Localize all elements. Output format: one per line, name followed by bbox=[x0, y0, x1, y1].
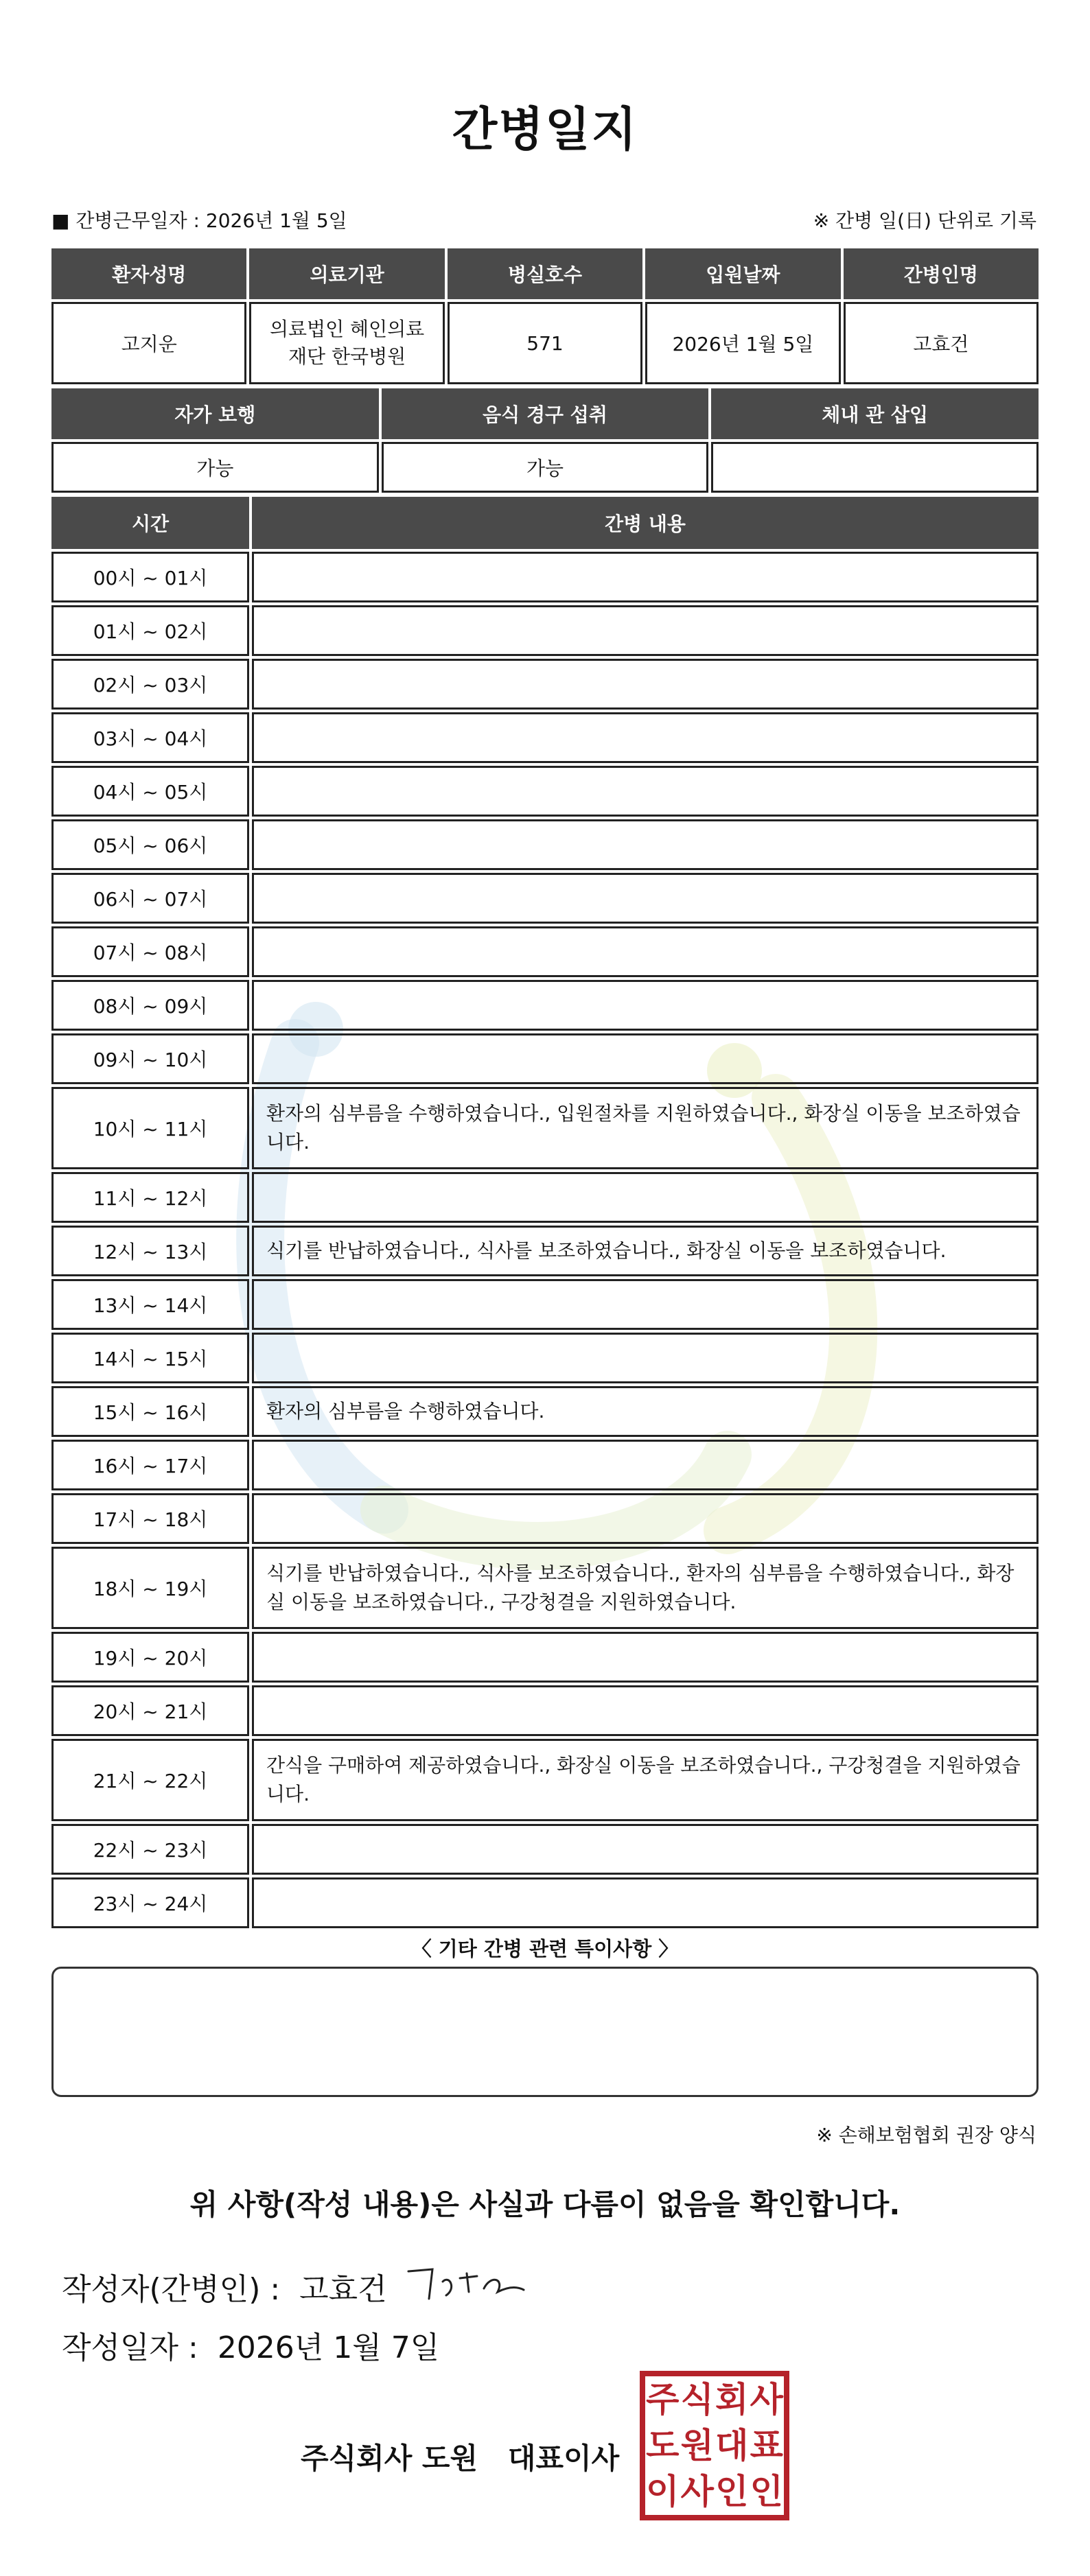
hospital-name: 의료법인 혜인의료 재단 한국병원 bbox=[249, 302, 444, 384]
time-slot: 20시 ~ 21시 bbox=[51, 1685, 249, 1736]
seal-character: 회 bbox=[715, 2379, 749, 2420]
etc-section-title: 〈 기타 간병 관련 특이사항 〉 bbox=[411, 1937, 679, 1960]
seal-character: 이 bbox=[646, 2472, 680, 2512]
care-log-table bbox=[51, 497, 1039, 1928]
care-content bbox=[252, 1333, 1039, 1383]
seal-character: 인 bbox=[715, 2472, 749, 2512]
header-admission-date: 입원날짜 bbox=[645, 248, 840, 299]
written-date-label: 작성일자 : bbox=[62, 2330, 198, 2365]
work-date: ■ 간병근무일자 : 2026년 1월 5일 bbox=[51, 209, 347, 232]
room-number: 571 bbox=[448, 302, 642, 384]
time-slot: 18시 ~ 19시 bbox=[51, 1547, 249, 1629]
time-slot: 02시 ~ 03시 bbox=[51, 659, 249, 710]
time-slot: 09시 ~ 10시 bbox=[51, 1033, 249, 1084]
time-slot: 14시 ~ 15시 bbox=[51, 1333, 249, 1383]
care-content bbox=[252, 605, 1039, 656]
self-walking-value: 가능 bbox=[51, 442, 379, 493]
care-content bbox=[252, 1877, 1039, 1928]
header-hospital: 의료기관 bbox=[249, 248, 444, 299]
seal-character: 식 bbox=[680, 2379, 714, 2420]
care-content bbox=[252, 1033, 1039, 1084]
company-representative: 주식회사 도원 대표이사 bbox=[301, 2442, 620, 2475]
time-slot: 12시 ~ 13시 bbox=[51, 1226, 249, 1276]
document-title: 간병일지 bbox=[452, 103, 638, 157]
written-date-value: 2026년 1월 7일 bbox=[217, 2330, 440, 2365]
header-care-content: 간병 내용 bbox=[252, 497, 1039, 549]
seal-character: 사 bbox=[750, 2379, 783, 2420]
time-slot: 13시 ~ 14시 bbox=[51, 1279, 249, 1330]
time-slot: 23시 ~ 24시 bbox=[51, 1877, 249, 1928]
recommend-note: ※ 손해보험협회 권장 양식 bbox=[816, 2124, 1036, 2146]
header-caregiver-name: 간병인명 bbox=[844, 248, 1039, 299]
header-room: 병실호수 bbox=[448, 248, 642, 299]
care-content: 환자의 심부름을 수행하였습니다. bbox=[252, 1386, 1039, 1437]
etc-notes-box bbox=[51, 1967, 1039, 2097]
time-slot: 15시 ~ 16시 bbox=[51, 1386, 249, 1437]
care-content bbox=[252, 766, 1039, 817]
unit-note: ※ 간병 일(日) 단위로 기록 bbox=[813, 209, 1036, 232]
time-slot: 10시 ~ 11시 bbox=[51, 1087, 249, 1169]
company-seal-stamp bbox=[640, 2371, 789, 2520]
time-slot: 05시 ~ 06시 bbox=[51, 819, 249, 870]
time-slot: 04시 ~ 05시 bbox=[51, 766, 249, 817]
care-content bbox=[252, 980, 1039, 1031]
time-slot: 11시 ~ 12시 bbox=[51, 1172, 249, 1223]
time-slot: 06시 ~ 07시 bbox=[51, 873, 249, 924]
header-patient-name: 환자성명 bbox=[51, 248, 246, 299]
header-time: 시간 bbox=[51, 497, 249, 549]
care-content bbox=[252, 819, 1039, 870]
confirmation-statement: 위 사항(작성 내용)은 사실과 다름이 없음을 확인합니다. bbox=[189, 2188, 901, 2221]
time-slot: 03시 ~ 04시 bbox=[51, 712, 249, 763]
care-content: 환자의 심부름을 수행하였습니다., 입원절차를 지원하였습니다., 화장실 이동을 보조하였습니다. bbox=[252, 1087, 1039, 1169]
time-slot: 21시 ~ 22시 bbox=[51, 1739, 249, 1821]
care-content bbox=[252, 926, 1039, 977]
time-slot: 17시 ~ 18시 bbox=[51, 1493, 249, 1544]
tube-insertion-value bbox=[711, 442, 1039, 493]
seal-character: 대 bbox=[715, 2425, 749, 2466]
seal-character: 도 bbox=[646, 2425, 680, 2466]
writer-label: 작성자(간병인) : bbox=[62, 2272, 281, 2307]
care-content bbox=[252, 1440, 1039, 1490]
care-content: 식기를 반납하였습니다., 식사를 보조하였습니다., 화장실 이동을 보조하였습니다. bbox=[252, 1226, 1039, 1276]
care-content bbox=[252, 552, 1039, 602]
care-content bbox=[252, 659, 1039, 710]
time-slot: 16시 ~ 17시 bbox=[51, 1440, 249, 1490]
time-slot: 07시 ~ 08시 bbox=[51, 926, 249, 977]
care-content bbox=[252, 1824, 1039, 1875]
time-slot: 01시 ~ 02시 bbox=[51, 605, 249, 656]
oral-intake-value: 가능 bbox=[382, 442, 709, 493]
seal-character: 인 bbox=[750, 2472, 783, 2512]
patient-name: 고지운 bbox=[51, 302, 246, 384]
care-content bbox=[252, 1493, 1039, 1544]
care-content bbox=[252, 1685, 1039, 1736]
admission-date: 2026년 1월 5일 bbox=[645, 302, 840, 384]
time-slot: 08시 ~ 09시 bbox=[51, 980, 249, 1031]
care-content bbox=[252, 712, 1039, 763]
written-date-line bbox=[62, 2323, 439, 2367]
seal-character: 표 bbox=[750, 2425, 783, 2466]
care-content: 간식을 구매하여 제공하였습니다., 화장실 이동을 보조하였습니다., 구강청결을 지원하였습니다. bbox=[252, 1739, 1039, 1821]
header-self-walking: 자가 보행 bbox=[51, 388, 379, 439]
writer-name: 고효건 bbox=[299, 2272, 387, 2307]
caregiver-name: 고효건 bbox=[844, 302, 1039, 384]
status-table bbox=[51, 388, 1039, 493]
handwritten-signature bbox=[402, 2261, 532, 2309]
writer-line bbox=[62, 2264, 387, 2308]
care-content: 식기를 반납하였습니다., 식사를 보조하였습니다., 환자의 심부름을 수행하였습니다., 화장실 이동을 보조하였습니다., 구강청결을 지원하였습니다. bbox=[252, 1547, 1039, 1629]
time-slot: 19시 ~ 20시 bbox=[51, 1632, 249, 1683]
care-content bbox=[252, 1172, 1039, 1223]
seal-character: 사 bbox=[680, 2472, 714, 2512]
seal-character: 원 bbox=[680, 2425, 714, 2466]
care-content bbox=[252, 1279, 1039, 1330]
time-slot: 00시 ~ 01시 bbox=[51, 552, 249, 602]
header-oral-intake: 음식 경구 섭취 bbox=[382, 388, 709, 439]
care-content bbox=[252, 1632, 1039, 1683]
time-slot: 22시 ~ 23시 bbox=[51, 1824, 249, 1875]
patient-table bbox=[51, 248, 1039, 384]
header-tube-insertion: 체내 관 삽입 bbox=[711, 388, 1039, 439]
seal-character: 주 bbox=[646, 2379, 680, 2420]
care-content bbox=[252, 873, 1039, 924]
